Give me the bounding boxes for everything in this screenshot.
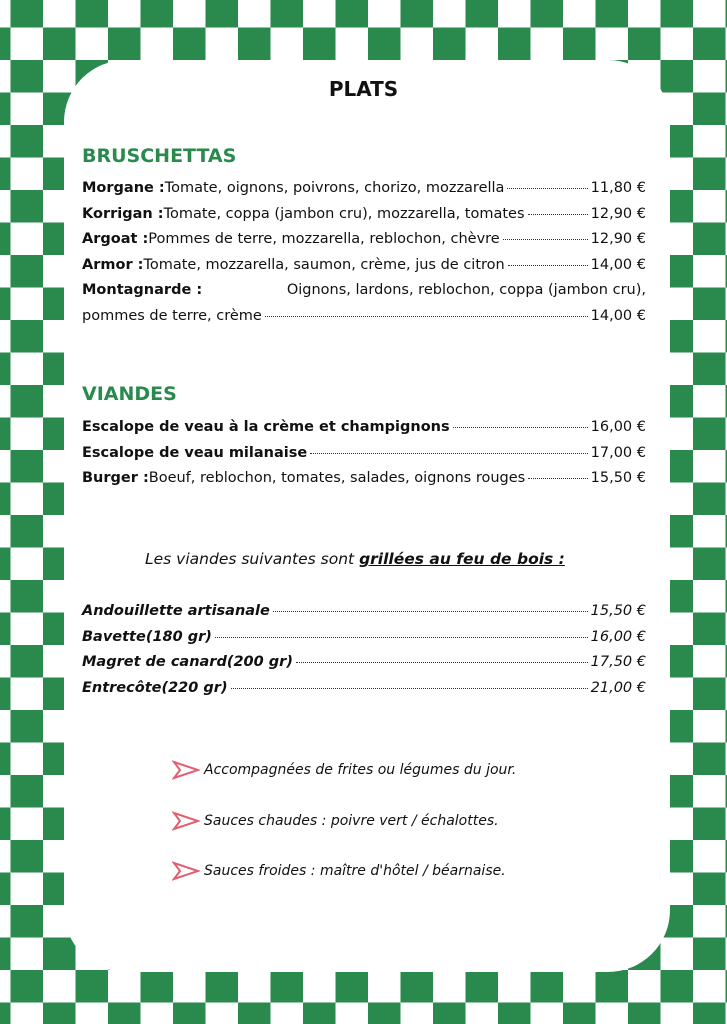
menu-item: Burger : Boeuf, reblochon, tomates, salades, oignons rouges 15,50 € xyxy=(82,470,646,486)
note-item: Accompagnées de frites ou légumes du jour. xyxy=(172,760,516,780)
note-item: Sauces froides : maître d'hôtel / béarnaise. xyxy=(172,861,506,881)
menu-item: Argoat : Pommes de terre, mozzarella, reblochon, chèvre 12,90 € xyxy=(82,231,646,247)
menu-item: Armor : Tomate, mozzarella, saumon, crème, jus de citron 14,00 € xyxy=(82,256,646,273)
menu-item: Bavette (180 gr) 16,00 € xyxy=(82,628,646,645)
viandes-list xyxy=(82,419,646,496)
menu-item: Escalope de veau à la crème et champignons 16,00 € xyxy=(82,419,646,435)
grill-note: Les viandes suivantes sont grillées au feu de bois : xyxy=(145,550,565,568)
menu-item-continued: pommes de terre, crème 14,00 € xyxy=(82,307,646,324)
page-title: PLATS xyxy=(328,77,399,101)
grill-list xyxy=(82,603,646,705)
menu-item: Montagnarde : Oignons, lardons, reblochon, coppa (jambon cru), xyxy=(82,282,646,298)
note-item: Sauces chaudes : poivre vert / échalottes. xyxy=(172,811,499,831)
bruschettas-list xyxy=(82,180,646,333)
arrow-icon xyxy=(172,861,200,881)
section-heading-bruschettas: BRUSCHETTAS xyxy=(82,145,237,167)
menu-item: Morgane : Tomate, oignons, poivrons, chorizo, mozzarella 11,80 € xyxy=(82,180,646,196)
arrow-icon xyxy=(172,760,200,780)
menu-item: Entrecôte (220 gr) 21,00 € xyxy=(82,679,646,696)
arrow-icon xyxy=(172,811,200,831)
menu-item: Korrigan : Tomate, coppa (jambon cru), mozzarella, tomates 12,90 € xyxy=(82,205,646,222)
menu-item: Andouillette artisanale 15,50 € xyxy=(82,603,646,619)
menu-item: Escalope de veau milanaise 17,00 € xyxy=(82,444,646,461)
menu-item: Magret de canard (200 gr) 17,50 € xyxy=(82,654,646,670)
section-heading-viandes: VIANDES xyxy=(82,383,177,405)
